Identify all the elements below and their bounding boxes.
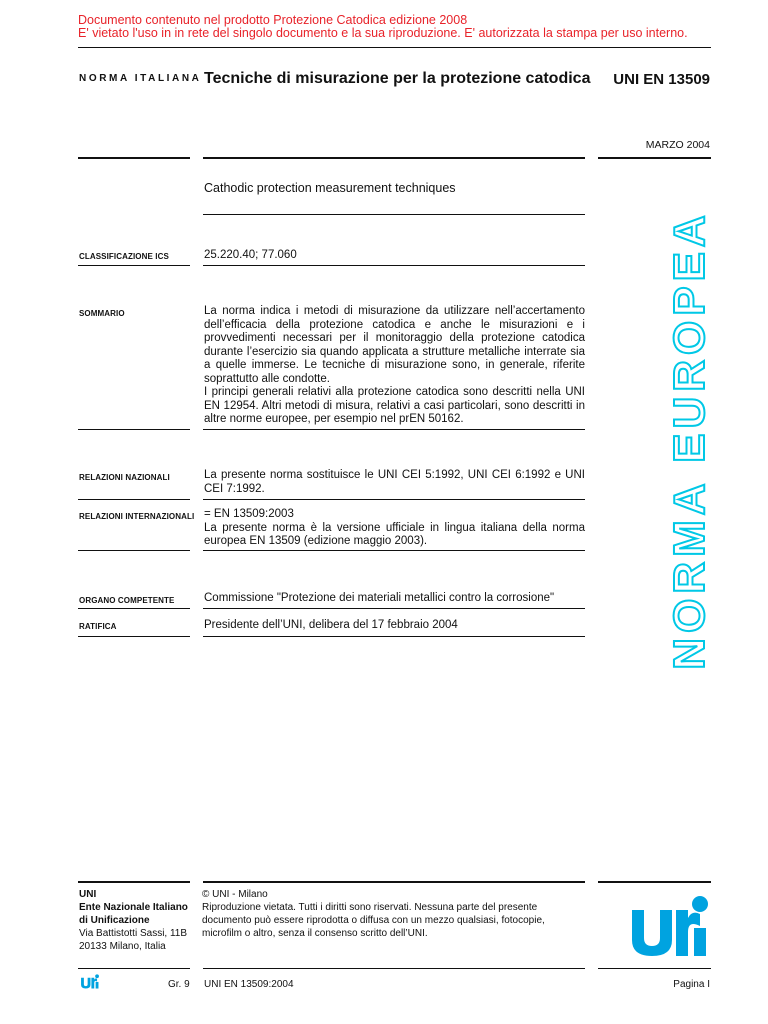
ratifica-rule-right bbox=[203, 636, 585, 637]
page-number: Pagina I bbox=[673, 979, 710, 990]
uni-logo-small bbox=[80, 973, 100, 994]
organo-competente-label: ORGANO COMPETENTE bbox=[79, 596, 175, 605]
org-name-line-1: Ente Nazionale Italiano bbox=[79, 902, 188, 913]
uni-logo bbox=[630, 890, 710, 963]
relazioni-internazionali-label: RELAZIONI INTERNAZIONALI bbox=[79, 512, 195, 521]
header-rule-right bbox=[598, 157, 711, 159]
watermark-line-1: Documento contenuto nel prodotto Protezione Catodica edizione 2008 bbox=[78, 13, 468, 27]
int-rule-right bbox=[203, 550, 585, 551]
relazioni-internazionali-text bbox=[204, 508, 585, 549]
norma-italiana-label: NORMA ITALIANA bbox=[79, 73, 202, 84]
document-title: Tecniche di misurazione per la protezione catodica bbox=[204, 70, 591, 87]
ratifica-rule-left bbox=[78, 636, 190, 637]
footer-doc-code: UNI EN 13509:2004 bbox=[204, 979, 294, 990]
uni-logo-small-icon bbox=[80, 973, 100, 989]
relazioni-nazionali-label: RELAZIONI NAZIONALI bbox=[79, 473, 170, 482]
english-title-rule bbox=[203, 214, 585, 215]
bottom-rule-center bbox=[203, 968, 585, 969]
copyright-line: © UNI - Milano bbox=[202, 889, 268, 900]
ratifica-label: RATIFICA bbox=[79, 622, 117, 631]
footer-rule-right bbox=[598, 881, 711, 883]
footer-rule-left bbox=[78, 881, 190, 883]
naz-rule-left bbox=[78, 499, 190, 500]
int-description: La presente norma è la versione ufficiale in lingua italiana della norma europea EN 13509 (edizione maggio 2003). bbox=[204, 521, 585, 547]
ratifica-text: Presidente dell’UNI, delibera del 17 febbraio 2004 bbox=[204, 619, 458, 631]
top-rule bbox=[78, 47, 711, 48]
footer-rule-center bbox=[203, 881, 585, 883]
header-rule-center bbox=[203, 157, 585, 159]
organo-competente-text: Commissione "Protezione dei materiali metallici contro la corrosione" bbox=[204, 592, 555, 604]
publication-date: MARZO 2004 bbox=[645, 139, 710, 151]
header-rule-left bbox=[78, 157, 190, 159]
organo-rule-right bbox=[203, 608, 585, 609]
norma-europea-banner: NORMA EUROPEA bbox=[665, 210, 714, 670]
uni-logo-icon bbox=[630, 890, 710, 958]
org-city: 20133 Milano, Italia bbox=[79, 941, 166, 952]
int-rule-left bbox=[78, 550, 190, 551]
sommario-paragraph-1: La norma indica i metodi di misurazione da utilizzare nell’accertamento dell’efficacia della protezione catodica e anche le misurazioni e i provvedimenti necessari per il monitoraggio della protezione catodica durante l’esercizio sia quando applicata a strutture metalliche interrate sia a quelle immerse. Le tecniche di misurazione sono, in generale, riferite soprattutto alle condotte. bbox=[204, 305, 585, 385]
ics-value: 25.220.40; 77.060 bbox=[204, 249, 297, 261]
sommario-rule-left bbox=[78, 429, 190, 430]
sommario-rule-right bbox=[203, 429, 585, 430]
org-street: Via Battistotti Sassi, 11B bbox=[79, 928, 188, 939]
bottom-rule-right bbox=[598, 968, 711, 969]
ics-rule-right bbox=[203, 265, 585, 266]
sommario-text bbox=[204, 305, 585, 427]
int-equivalence: = EN 13509:2003 bbox=[204, 508, 294, 520]
naz-rule-right bbox=[203, 499, 585, 500]
bottom-rule-left bbox=[78, 968, 190, 969]
english-title: Cathodic protection measurement techniques bbox=[204, 181, 456, 195]
price-group: Gr. 9 bbox=[168, 979, 190, 990]
relazioni-nazionali-text: La presente norma sostituisce le UNI CEI 5:1992, UNI CEI 6:1992 e UNI CEI 7:1992. bbox=[204, 469, 585, 495]
ics-rule-left bbox=[78, 265, 190, 266]
org-address bbox=[79, 888, 188, 953]
standard-code: UNI EN 13509 bbox=[613, 71, 710, 88]
org-name-short: UNI bbox=[79, 889, 97, 900]
ics-label: CLASSIFICAZIONE ICS bbox=[79, 252, 169, 261]
copyright-text: Riproduzione vietata. Tutti i diritti sono riservati. Nessuna parte del presente documento può essere riprodotta o diffusa con un mezzo qualsiasi, fotocopie, microfilm o altro, senza il consenso scritto dell’UNI. bbox=[202, 902, 545, 939]
sommario-label: SOMMARIO bbox=[79, 309, 125, 318]
watermark bbox=[78, 14, 688, 40]
org-name-line-2: di Unificazione bbox=[79, 915, 150, 926]
sommario-paragraph-2: I principi generali relativi alla protezione catodica sono descritti nella UNI EN 12954. Altri metodi di misura, relativi a casi particolari, sono descritti in altre norme europee, per esempio nel prEN 50162. bbox=[204, 386, 585, 425]
organo-rule-left bbox=[78, 608, 190, 609]
watermark-line-2: E' vietato l'uso in in rete del singolo documento e la sua riproduzione. E' autorizzata la stampa per uso interno. bbox=[78, 26, 688, 40]
copyright-block bbox=[202, 888, 587, 940]
